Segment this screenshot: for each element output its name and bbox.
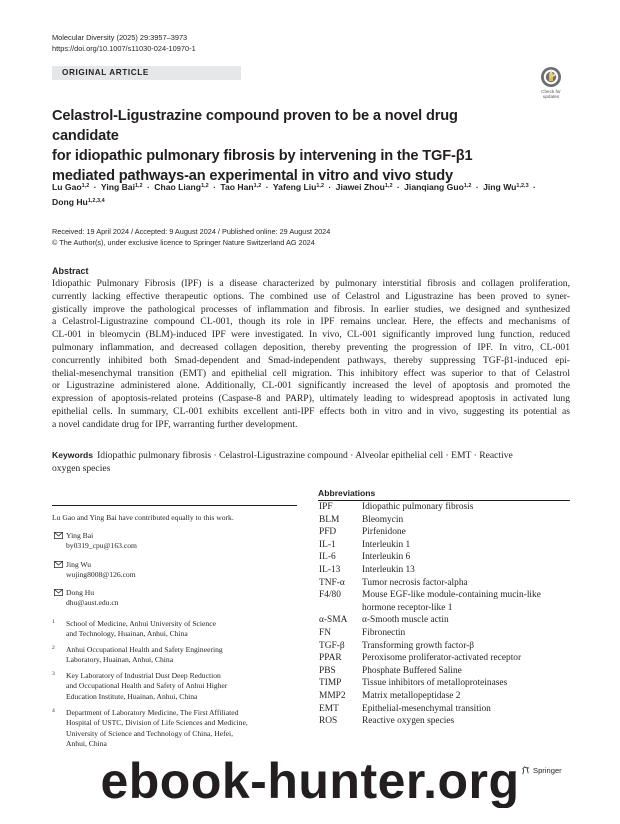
article-type-bar <box>52 66 241 80</box>
author-name: Jianqiang Guo <box>404 182 464 192</box>
keywords-label: Keywords <box>52 450 94 460</box>
contact-name: Jing Wu <box>66 560 92 569</box>
author-affiliation-marker: 1,2 <box>134 183 143 189</box>
author-affiliation-marker: 1,2 <box>81 183 90 189</box>
abbreviation-term: PPAR <box>319 653 342 664</box>
author-affiliation-marker: 1,2 <box>384 183 393 189</box>
abstract-line: CL-001 in bleomycin (BLM)-induced IPF were investigated. In vivo, CL-001 significantly improved lung function, reduced <box>52 329 570 341</box>
author-affiliation-marker: 1,2 <box>201 183 209 189</box>
abstract-line: gistically improve the pathological processes of inflammation and fibrosis. In earlier studies, we designed and synthesized <box>52 303 570 315</box>
abbreviation-definition: Transforming growth factor-β <box>362 640 475 651</box>
author-affiliation-marker: 1,2,3,4 <box>87 198 105 204</box>
abbreviation-row <box>318 514 570 527</box>
contact-email[interactable]: by0319_cpu@163.com <box>66 541 137 551</box>
abbreviation-row <box>318 677 570 690</box>
abbreviation-row <box>318 665 570 678</box>
author-name: Jing Wu <box>483 182 517 192</box>
publisher-name: Springer <box>533 766 562 775</box>
abbreviation-term: ROS <box>319 716 338 727</box>
abstract-line: or Ligustrazine administered alone. Additionally, CL-001 significantly increased the level of apoptosis and promoted the <box>52 380 570 392</box>
abbreviation-definition: Reactive oxygen species <box>362 716 455 727</box>
abstract-text <box>52 278 570 432</box>
author-name: Lu Gao <box>52 182 82 192</box>
abbreviation-definition: Matrix metallopeptidase 2 <box>362 690 461 701</box>
abbreviation-term: F4/80 <box>319 590 341 601</box>
author-name: Dong Hu <box>52 197 88 207</box>
watermark <box>0 752 620 808</box>
abbreviation-row <box>318 640 570 653</box>
abbreviation-definition: Fibronectin <box>362 627 406 638</box>
abbreviation-term: IL-13 <box>319 564 341 575</box>
contact-email[interactable]: wujing8008@126.com <box>66 570 136 580</box>
abstract-line: a Celastrol-Ligustrazine compound CL-001, though its role in IPF remains unclear. Here, the effects and mechanisms of <box>52 316 570 328</box>
abbreviation-term: α-SMA <box>319 615 348 626</box>
abbreviation-definition-cont: hormone receptor-like 1 <box>362 602 453 613</box>
abstract-line: concurrently inhibited both Smad-dependent and Smad-independent pathways, thereby suppressing TGF-β1-induced epi- <box>52 354 570 366</box>
article-title <box>52 106 522 186</box>
abbreviation-term: PFD <box>319 527 337 538</box>
abbreviation-row <box>318 652 570 665</box>
check-for-updates-icon <box>540 66 562 88</box>
abbreviation-definition: Tissue inhibitors of metalloproteinases <box>362 678 508 689</box>
abbreviation-definition: α-Smooth muscle actin <box>362 615 449 626</box>
author-name: Chao Liang <box>154 182 202 192</box>
abstract-line: currently lacking effective therapeutic options. The combined use of Celastrol and Ligustrazine has been proved to syner- <box>52 290 570 302</box>
abbreviation-definition: Phosphate Buffered Saline <box>362 665 462 676</box>
footnote-rule <box>52 505 297 506</box>
author-affiliation-marker: 1,2 <box>463 183 472 189</box>
abbreviation-term: MMP2 <box>319 690 346 701</box>
abbreviation-definition: Epithelial-mesenchymal transition <box>362 703 491 714</box>
abbreviation-row <box>318 690 570 703</box>
abbreviation-term: IL-6 <box>319 552 336 563</box>
envelope-icon <box>54 589 63 599</box>
author-affiliation-marker: 1,2 <box>253 183 262 189</box>
abbreviation-row <box>318 614 570 627</box>
abbreviation-term: IL-1 <box>319 539 336 550</box>
abbreviation-definition: Interleukin 1 <box>362 539 411 550</box>
abbreviation-definition: Pirfenidone <box>362 527 406 538</box>
check-for-updates-label: Check for updates <box>541 89 561 99</box>
abbreviation-row <box>318 551 570 564</box>
contact-email[interactable]: dhu@aust.edu.cn <box>66 598 119 608</box>
doi-link[interactable]: https://doi.org/10.1007/s11030-024-10970-1 <box>52 44 196 53</box>
journal-citation: Molecular Diversity (2025) 29:3957–3973 <box>52 33 188 42</box>
abbreviation-term: TGF-β <box>319 640 345 651</box>
author-name: Ying Bai <box>100 182 135 192</box>
abstract-line: epithelial cells. In summary, CL-001 exhibits excellent anti-IPF effects both in vitro and in vivo, suggesting its potential as <box>52 405 570 417</box>
abbreviation-row <box>318 589 570 614</box>
contact-name: Dong Hu <box>66 588 95 597</box>
abbreviation-definition: Mouse EGF-like module-containing mucin-like <box>362 590 541 601</box>
watermark-text: ebook-hunter.org <box>100 753 520 808</box>
keywords-line: Idiopathic pulmonary fibrosis · Celastrol-Ligustrazine compound · Alveolar epithelial cell · EMT · Reactive <box>97 450 513 461</box>
copyright-notice: © The Author(s), under exclusive licence to Springer Nature Switzerland AG 2024 <box>52 238 315 247</box>
abbreviation-term: FN <box>319 627 331 638</box>
abstract-line: Idiopathic Pulmonary Fibrosis (IPF) is a disease characterized by pulmonary interstitial fibrosis and collagen proliferation, <box>52 278 570 289</box>
author-name: Yafeng Liu <box>272 182 317 192</box>
title-line: mediated pathways-an experimental in vitro and vivo study <box>52 168 453 184</box>
abstract-line: expression of apoptosis-related proteins (Caspase-8 and PARP), ultimately leading to widespread apoptosis in activated lung <box>52 393 570 405</box>
envelope-icon <box>54 532 63 542</box>
abbreviation-term: TNF-α <box>319 577 345 588</box>
author-name: Jiawei Zhou <box>335 182 385 192</box>
abstract-line: thelial-mesenchymal transition (EMT) and epithelial cell migration. This inhibitory effect was superior to that of Celastrol <box>52 367 570 379</box>
abstract-heading: Abstract <box>52 266 89 276</box>
abbreviation-row <box>318 539 570 552</box>
abbreviation-term: EMT <box>319 703 339 714</box>
abbreviations-heading: Abbreviations <box>318 488 376 498</box>
abbreviation-row <box>318 715 570 728</box>
abbreviation-definition: Idiopathic pulmonary fibrosis <box>362 502 474 512</box>
abbreviation-definition: Tumor necrosis factor-alpha <box>362 577 468 588</box>
abbreviation-definition: Interleukin 13 <box>362 564 415 575</box>
abbreviation-definition: Peroxisome proliferator-activated receptor <box>362 653 522 664</box>
abbreviation-term: PBS <box>319 665 336 676</box>
abbreviation-row <box>318 703 570 716</box>
title-line: for idiopathic pulmonary fibrosis by intervening in the TGF-β1 <box>52 148 473 164</box>
abbreviation-row <box>318 627 570 640</box>
check-for-updates-badge[interactable] <box>533 66 569 100</box>
article-type-label: ORIGINAL ARTICLE <box>62 68 149 77</box>
abbreviation-row <box>318 501 570 514</box>
envelope-icon <box>54 561 63 571</box>
author-list: Lu Gao$^{1,2}$ · Ying Bai$^{1,2}$ · Chao Liang$^{1,2}$ · Tao Han$^{1,2}$ · Yafeng Liu$^{1,2}$ · Jiawei Zhou$^{1,2}$ · Jianqiang Guo$^{1,2}$ · Jing Wu$^{1,2,3}$ · Dong Hu$^{1,2,3,4}$ <box>52 182 536 207</box>
author-affiliation-marker: 1,2,3 <box>516 183 529 189</box>
keywords <box>52 449 570 476</box>
publication-dates: Received: 19 April 2024 / Accepted: 9 August 2024 / Published online: 29 August 2024 <box>52 227 331 236</box>
abbreviation-row <box>318 564 570 577</box>
abbreviation-term: BLM <box>319 514 340 525</box>
title-line: Celastrol-Ligustrazine compound proven to be a novel drug candidate <box>52 108 458 144</box>
keywords-line: oxygen species <box>52 462 111 474</box>
abbreviation-definition: Bleomycin <box>362 514 404 525</box>
abbreviation-row <box>318 526 570 539</box>
abbreviations-table <box>318 500 570 728</box>
abbreviation-row <box>318 577 570 590</box>
abbreviation-term: IPF <box>319 502 333 512</box>
equal-contribution-note: Lu Gao and Ying Bai have contributed equally to this work. <box>52 513 234 522</box>
abstract-line: pulmonary inflammation, and decreased collagen deposition, thereby preventing the progression of IPF. In vitro, CL-001 <box>52 341 570 353</box>
abbreviation-term: TIMP <box>319 678 342 689</box>
contact-name: Ying Bai <box>66 531 94 540</box>
abbreviation-definition: Interleukin 6 <box>362 552 411 563</box>
abstract-line: a novel candidate drug for IPF, warranting further development. <box>52 418 298 430</box>
author-name: Tao Han <box>220 182 254 192</box>
author-affiliation-marker: 1,2 <box>316 183 325 189</box>
